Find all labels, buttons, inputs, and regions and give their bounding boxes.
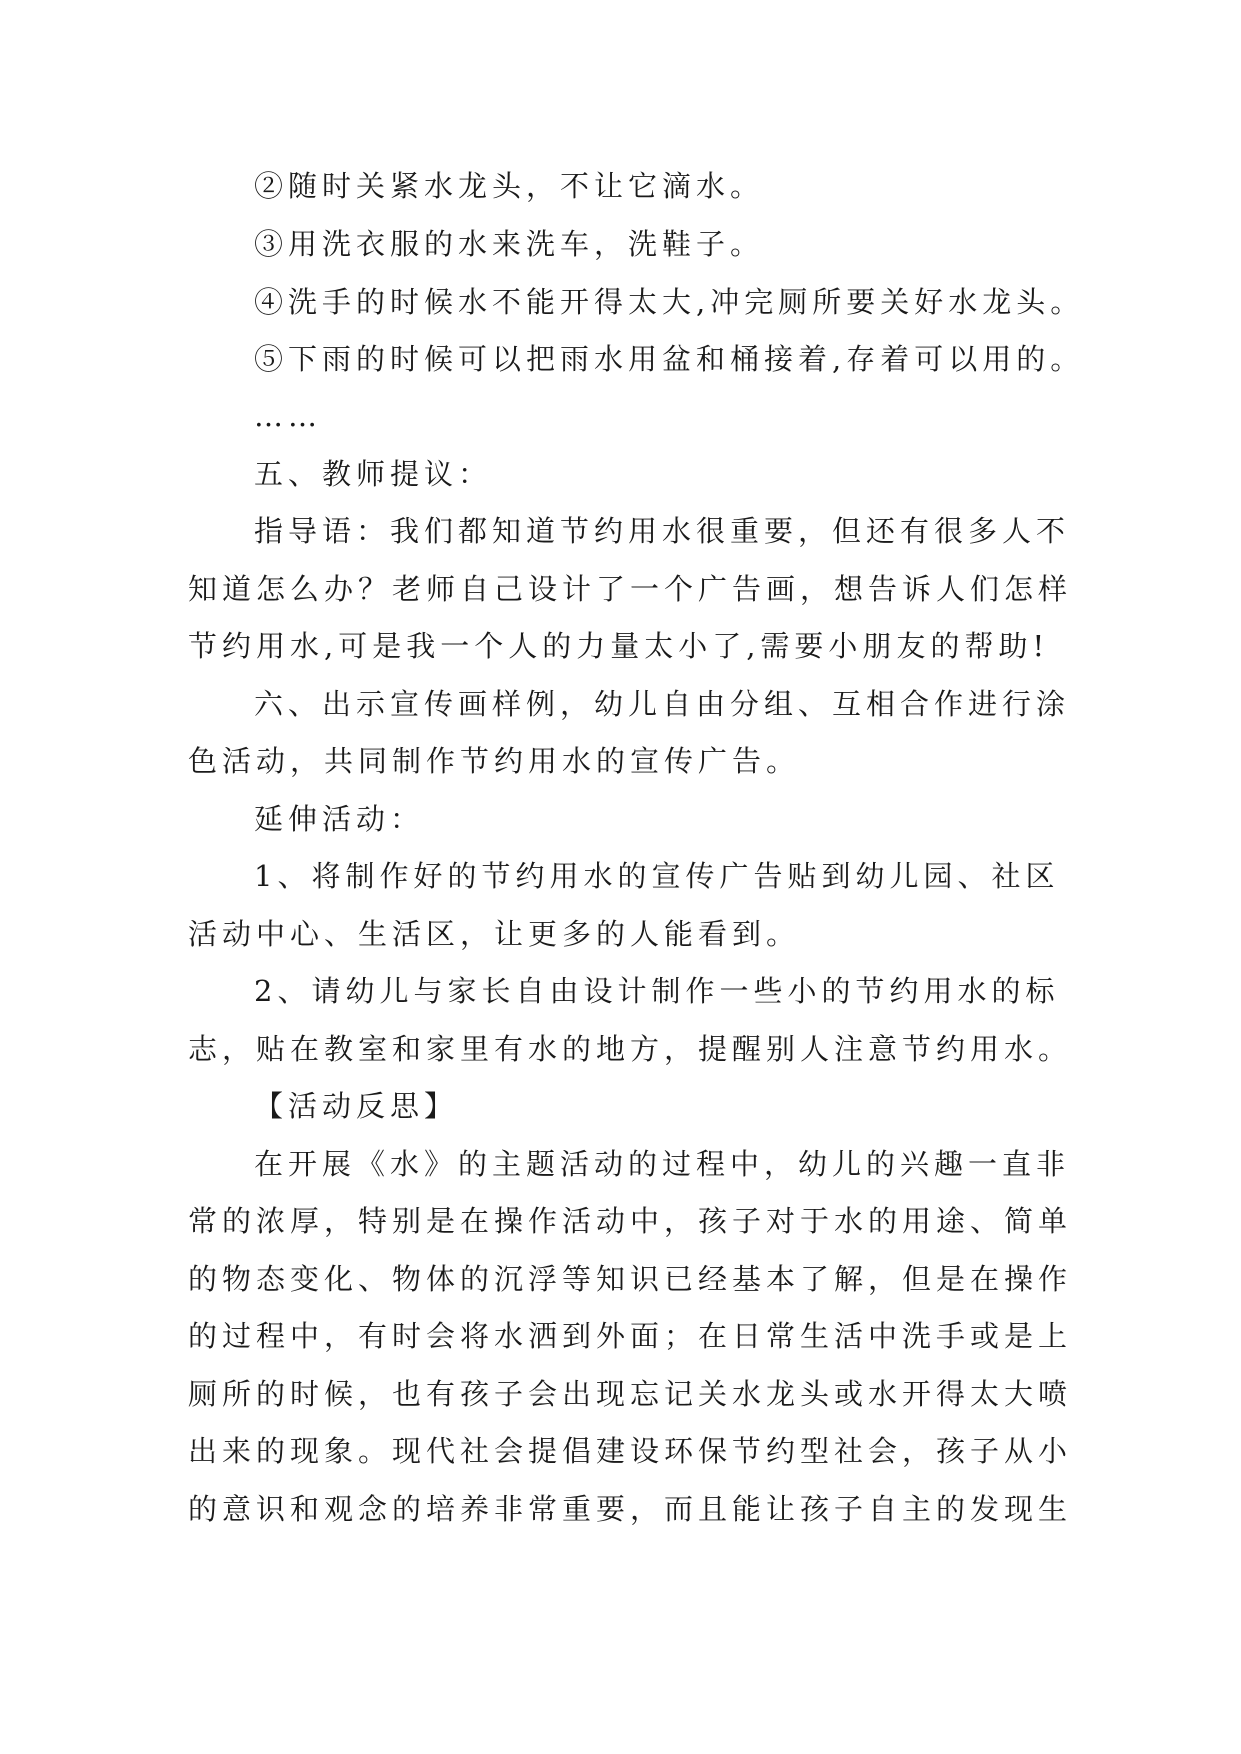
paragraph-line: ②随时关紧水龙头，不让它滴水。 [254, 169, 765, 203]
paragraph-line: 六、出示宣传画样例，幼儿自由分组、互相合作进行涂 [254, 687, 1071, 721]
paragraph-line: 在开展《水》的主题活动的过程中，幼儿的兴趣一直非 [254, 1147, 1071, 1181]
paragraph-line: 活动中心、生活区，让更多的人能看到。 [188, 917, 801, 951]
section-heading: 延伸活动： [254, 802, 425, 836]
paragraph-line: 的物态变化、物体的沉浮等知识已经基本了解，但是在操作 [188, 1262, 1073, 1296]
paragraph-line: 2、请幼儿与家长自由设计制作一些小的节约用水的标 [254, 974, 1060, 1008]
paragraph-line: ③用洗衣服的水来洗车，洗鞋子。 [254, 227, 765, 261]
paragraph-line: 1、将制作好的节约用水的宣传广告贴到幼儿园、社区 [254, 859, 1060, 893]
paragraph-line: 指导语：我们都知道节约用水很重要，但还有很多人不 [254, 514, 1071, 548]
paragraph-line: ⑤下雨的时候可以把雨水用盆和桶接着,存着可以用的。 [254, 342, 1085, 376]
paragraph-line: ④洗手的时候水不能开得太大,冲完厕所要关好水龙头。 [254, 285, 1085, 319]
paragraph-line: 出来的现象。现代社会提倡建设环保节约型社会，孩子从小 [188, 1434, 1073, 1468]
paragraph-line: …… [254, 399, 322, 433]
paragraph-line: 志，贴在教室和家里有水的地方，提醒别人注意节约用水。 [188, 1032, 1073, 1066]
paragraph-line: 节约用水,可是我一个人的力量太小了,需要小朋友的帮助! [188, 629, 1050, 663]
paragraph-line: 的过程中，有时会将水洒到外面；在日常生活中洗手或是上 [188, 1319, 1073, 1353]
paragraph-line: 的意识和观念的培养非常重要，而且能让孩子自主的发现生 [188, 1492, 1073, 1526]
paragraph-line: 知道怎么办？老师自己设计了一个广告画，想告诉人们怎样 [188, 572, 1073, 606]
section-heading: 五、教师提议： [254, 457, 493, 491]
section-heading: 【活动反思】 [254, 1089, 459, 1123]
paragraph-line: 厕所的时候，也有孩子会出现忘记关水龙头或水开得太大喷 [188, 1377, 1073, 1411]
paragraph-line: 常的浓厚，特别是在操作活动中，孩子对于水的用途、简单 [188, 1204, 1073, 1238]
paragraph-line: 色活动，共同制作节约用水的宣传广告。 [188, 744, 801, 778]
